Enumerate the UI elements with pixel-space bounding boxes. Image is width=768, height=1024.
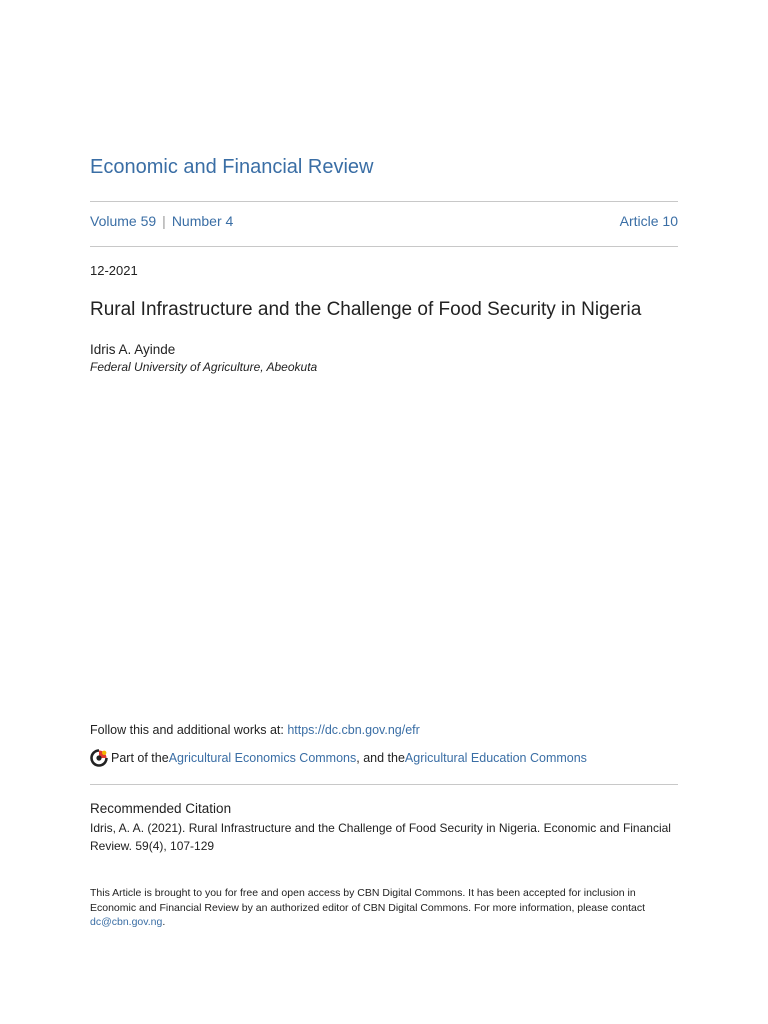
journal-title-link[interactable]: Economic and Financial Review bbox=[90, 156, 374, 178]
part-of-middle: , and the bbox=[356, 751, 405, 765]
top-divider bbox=[90, 201, 678, 202]
author-affiliation: Federal University of Agriculture, Abeokuta bbox=[90, 360, 318, 374]
follow-prefix: Follow this and additional works at: bbox=[90, 723, 288, 737]
agricultural-economics-commons-link[interactable]: Agricultural Economics Commons bbox=[168, 751, 357, 765]
contact-email-link[interactable]: dc@cbn.gov.ng bbox=[90, 916, 163, 928]
issue-info-row bbox=[90, 213, 678, 229]
recommended-citation-text: Idris, A. A. (2021). Rural Infrastructure and the Challenge of Food Security in Nigeria. Economic and Financial Review. 59(4), 107-129 bbox=[90, 821, 671, 853]
issue-separator: | bbox=[162, 213, 166, 229]
article-link[interactable]: Article 10 bbox=[619, 213, 678, 229]
volume-link[interactable]: Volume 59 bbox=[90, 213, 157, 229]
author-name: Idris A. Ayinde bbox=[90, 342, 176, 357]
access-notice-end: . bbox=[162, 916, 166, 928]
collection-url-link[interactable]: https://dc.cbn.gov.ng/efr bbox=[287, 723, 420, 737]
citation-divider bbox=[90, 784, 678, 785]
article-title: Rural Infrastructure and the Challenge of Food Security in Nigeria bbox=[90, 299, 642, 320]
number-link[interactable]: Number 4 bbox=[171, 213, 234, 229]
recommended-citation-heading: Recommended Citation bbox=[90, 801, 232, 816]
part-of-line bbox=[90, 749, 587, 767]
issue-divider bbox=[90, 246, 678, 247]
part-of-prefix: Part of the bbox=[111, 751, 169, 765]
access-notice bbox=[90, 886, 678, 930]
commons-network-icon bbox=[90, 749, 108, 767]
publication-date: 12-2021 bbox=[90, 263, 138, 278]
agricultural-education-commons-link[interactable]: Agricultural Education Commons bbox=[404, 751, 587, 765]
access-notice-text: This Article is brought to you for free and open access by CBN Digital Commons. It has been accepted for inclusion in Economic and Financial Review by an authorized editor of CBN Digital Commons. For more information, please contact bbox=[90, 887, 646, 914]
follow-line bbox=[90, 723, 420, 737]
